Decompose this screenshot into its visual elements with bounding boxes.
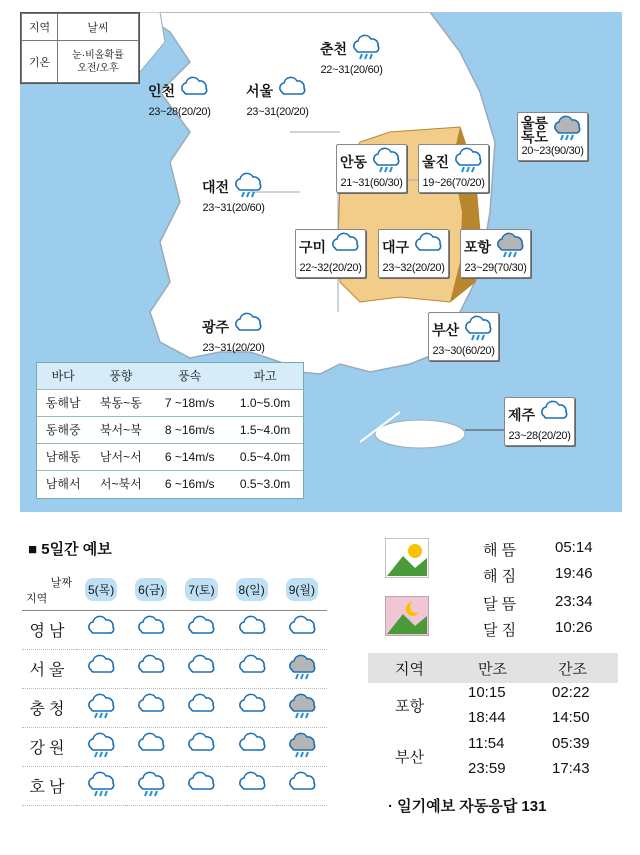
forecast-cell bbox=[76, 766, 126, 805]
city-label bbox=[460, 229, 531, 278]
forecast-cell bbox=[126, 766, 176, 805]
city-name: 안동 bbox=[340, 153, 368, 170]
sea-cell: 서~북서 bbox=[89, 470, 152, 497]
city-prob: (20/20) bbox=[177, 106, 211, 118]
sea-cell: 동해중 bbox=[37, 416, 89, 443]
rain-cloud-icon bbox=[134, 784, 168, 800]
city-prob: (70/30) bbox=[493, 262, 527, 274]
moon-icon bbox=[385, 596, 429, 636]
sea-cell: 남서~서 bbox=[89, 443, 152, 470]
forecast-cell bbox=[227, 727, 277, 766]
sea-row bbox=[37, 470, 303, 497]
sea-row bbox=[37, 416, 303, 443]
sea-cell: 북동~동 bbox=[89, 389, 152, 416]
city-prob: (20/20) bbox=[275, 106, 309, 118]
sunset-label: 해 짐 bbox=[483, 568, 517, 585]
cloud-icon bbox=[328, 232, 362, 261]
sea-table bbox=[36, 362, 304, 499]
forecast-cell bbox=[277, 766, 327, 805]
moonset-time: 10:26 bbox=[555, 619, 593, 636]
rain-cloud-icon bbox=[349, 34, 383, 63]
sea-cell: 1.5~4.0m bbox=[227, 416, 303, 443]
sea-header: 파고 bbox=[227, 363, 303, 389]
city-prob: (60/20) bbox=[461, 345, 495, 357]
sea-cell: 북서~북 bbox=[89, 416, 152, 443]
city-prob: (90/30) bbox=[550, 145, 584, 157]
forecast-cell bbox=[176, 727, 226, 766]
city-name: 울릉 독도 bbox=[521, 114, 549, 145]
tide-header-high: 만조 bbox=[478, 661, 507, 678]
rain-cloud-icon bbox=[84, 706, 118, 722]
map-legend bbox=[20, 12, 140, 84]
tide-header-region: 지역 bbox=[395, 661, 424, 678]
forecast-cell bbox=[176, 610, 226, 649]
sun-icon bbox=[385, 538, 429, 578]
forecast-cell bbox=[126, 649, 176, 688]
tide-time: 11:54 bbox=[468, 735, 505, 752]
forecast-day-header bbox=[277, 570, 327, 610]
city-prob: (20/60) bbox=[349, 64, 383, 76]
tide-time: 05:39 bbox=[552, 735, 590, 752]
city-name: 대구 bbox=[382, 238, 410, 255]
forecast-cell bbox=[126, 688, 176, 727]
cloud-icon bbox=[231, 312, 265, 341]
gray-rain-cloud-icon bbox=[285, 706, 319, 722]
city-temp: 23~31 bbox=[246, 106, 276, 118]
gray-rain-cloud-icon bbox=[285, 667, 319, 683]
moonrise-label: 달 뜸 bbox=[483, 596, 517, 613]
forecast-region: 서울 bbox=[22, 649, 76, 688]
tide-header-low: 간조 bbox=[558, 661, 587, 678]
cloud-icon bbox=[235, 706, 269, 722]
forecast-cell bbox=[126, 727, 176, 766]
moonrise-time: 23:34 bbox=[555, 593, 593, 610]
city-temp: 20~23 bbox=[521, 145, 551, 157]
forecast-cell bbox=[277, 610, 327, 649]
city-name: 광주 bbox=[202, 318, 230, 335]
tide-time: 02:22 bbox=[552, 684, 590, 701]
city-label bbox=[517, 112, 588, 161]
forecast-cell bbox=[76, 649, 126, 688]
cloud-icon bbox=[84, 667, 118, 683]
sea-header: 풍속 bbox=[152, 363, 227, 389]
forecast-cell bbox=[76, 727, 126, 766]
sea-row bbox=[37, 443, 303, 470]
tide-time: 14:50 bbox=[552, 709, 590, 726]
city-temp: 23~32 bbox=[382, 262, 412, 274]
legend-region: 지역 bbox=[22, 14, 58, 41]
forecast-cell bbox=[126, 610, 176, 649]
city-label bbox=[148, 76, 211, 119]
forecast-day-header bbox=[76, 570, 126, 610]
forecast-cell bbox=[227, 649, 277, 688]
forecast-cell bbox=[227, 610, 277, 649]
forecast-corner bbox=[22, 570, 76, 610]
city-prob: (20/20) bbox=[537, 430, 571, 442]
sea-cell: 0.5~4.0m bbox=[227, 443, 303, 470]
forecast-cell bbox=[176, 649, 226, 688]
cloud-icon bbox=[134, 706, 168, 722]
city-temp: 23~28 bbox=[148, 106, 178, 118]
cloud-icon bbox=[235, 745, 269, 761]
cloud-icon bbox=[537, 400, 571, 429]
city-name: 부산 bbox=[432, 321, 460, 338]
forecast-cell bbox=[176, 766, 226, 805]
city-temp: 23~31 bbox=[202, 202, 232, 214]
corner-region: 지역 bbox=[26, 592, 48, 605]
rain-cloud-icon bbox=[451, 147, 485, 176]
city-temp: 22~31 bbox=[320, 64, 350, 76]
cloud-icon bbox=[285, 784, 319, 800]
rain-cloud-icon bbox=[369, 147, 403, 176]
cloud-icon bbox=[285, 628, 319, 644]
tide-time: 17:43 bbox=[552, 760, 590, 777]
cloud-icon bbox=[235, 628, 269, 644]
city-label bbox=[504, 397, 575, 446]
forecast-row bbox=[22, 610, 327, 649]
city-prob: (20/60) bbox=[231, 202, 265, 214]
legend-temp: 기온 bbox=[22, 41, 58, 83]
city-temp: 23~28 bbox=[508, 430, 538, 442]
cloud-icon bbox=[134, 667, 168, 683]
rain-cloud-icon bbox=[84, 745, 118, 761]
forecast-region: 호남 bbox=[22, 766, 76, 805]
forecast-row bbox=[22, 766, 327, 805]
rain-cloud-icon bbox=[231, 172, 265, 201]
sea-cell: 7 ~18m/s bbox=[152, 389, 227, 416]
city-label bbox=[202, 312, 265, 355]
city-prob: (20/20) bbox=[328, 262, 362, 274]
city-label bbox=[295, 229, 366, 278]
legend-weather: 날씨 bbox=[57, 14, 138, 41]
forecast-cell bbox=[76, 688, 126, 727]
city-name: 인천 bbox=[148, 82, 176, 99]
sea-cell: 6 ~14m/s bbox=[152, 443, 227, 470]
tide-region: 부산 bbox=[395, 749, 424, 766]
city-name: 울진 bbox=[422, 153, 450, 170]
tide-time: 10:15 bbox=[468, 684, 506, 701]
forecast-region: 충청 bbox=[22, 688, 76, 727]
forecast-table bbox=[22, 570, 327, 806]
sea-header: 바다 bbox=[37, 363, 89, 389]
city-label bbox=[246, 76, 309, 119]
city-label bbox=[320, 34, 383, 77]
sea-cell: 동해남 bbox=[37, 389, 89, 416]
moonset-label: 달 짐 bbox=[483, 622, 517, 639]
legend-precip: 눈·비올확률 bbox=[72, 49, 124, 61]
city-name: 포항 bbox=[464, 238, 492, 255]
cloud-icon bbox=[177, 76, 211, 105]
forecast-region: 영남 bbox=[22, 610, 76, 649]
rain-cloud-icon bbox=[84, 784, 118, 800]
city-prob: (20/20) bbox=[411, 262, 445, 274]
tide-region: 포항 bbox=[395, 698, 424, 715]
forecast-row bbox=[22, 727, 327, 766]
city-name: 구미 bbox=[299, 238, 327, 255]
sea-header: 풍향 bbox=[89, 363, 152, 389]
cloud-icon bbox=[134, 628, 168, 644]
forecast-cell bbox=[227, 688, 277, 727]
cloud-icon bbox=[235, 784, 269, 800]
tide-time: 18:44 bbox=[468, 709, 506, 726]
forecast-row bbox=[22, 649, 327, 688]
city-prob: (70/20) bbox=[451, 177, 485, 189]
forecast-day-header bbox=[176, 570, 226, 610]
cloud-icon bbox=[411, 232, 445, 261]
city-prob: (20/20) bbox=[231, 342, 265, 354]
cloud-icon bbox=[184, 667, 218, 683]
city-temp: 22~32 bbox=[299, 262, 329, 274]
forecast-cell bbox=[76, 610, 126, 649]
corner-date: 날짜 bbox=[50, 577, 72, 589]
cloud-icon bbox=[235, 667, 269, 683]
cloud-icon bbox=[184, 745, 218, 761]
city-label bbox=[336, 144, 407, 193]
forecast-cell bbox=[227, 766, 277, 805]
sea-cell: 1.0~5.0m bbox=[227, 389, 303, 416]
rain-cloud-icon bbox=[461, 315, 495, 344]
city-name: 춘천 bbox=[320, 40, 348, 57]
forecast-cell bbox=[277, 727, 327, 766]
sea-cell: 8 ~16m/s bbox=[152, 416, 227, 443]
city-name: 대전 bbox=[202, 178, 230, 195]
city-name: 서울 bbox=[246, 82, 274, 99]
forecast-cell bbox=[277, 688, 327, 727]
sea-row bbox=[37, 389, 303, 416]
city-temp: 21~31 bbox=[340, 177, 370, 189]
cloud-icon bbox=[184, 628, 218, 644]
cloud-icon bbox=[84, 628, 118, 644]
city-temp: 23~31 bbox=[202, 342, 232, 354]
legend-ampm: 오전/오후 bbox=[77, 62, 119, 74]
sea-cell: 남해서 bbox=[37, 470, 89, 497]
day-label: 5(목) bbox=[85, 578, 117, 601]
cloud-icon bbox=[184, 784, 218, 800]
day-label: 6(금) bbox=[135, 578, 167, 601]
forecast-row bbox=[22, 688, 327, 727]
sea-cell: 6 ~16m/s bbox=[152, 470, 227, 497]
sunset-time: 19:46 bbox=[555, 565, 593, 582]
sunrise-label: 해 뜸 bbox=[483, 542, 517, 559]
gray-rain-cloud-icon bbox=[550, 115, 584, 144]
city-temp: 19~26 bbox=[422, 177, 452, 189]
city-label bbox=[418, 144, 489, 193]
city-name: 제주 bbox=[508, 406, 536, 423]
cloud-icon bbox=[275, 76, 309, 105]
auto-response-footer: · 일기예보 자동응답 131 bbox=[388, 798, 547, 815]
forecast-day-header bbox=[227, 570, 277, 610]
cloud-icon bbox=[184, 706, 218, 722]
cloud-icon bbox=[134, 745, 168, 761]
city-label bbox=[378, 229, 449, 278]
weather-map bbox=[20, 12, 622, 512]
forecast-day-header bbox=[126, 570, 176, 610]
city-label bbox=[428, 312, 499, 361]
gray-rain-cloud-icon bbox=[493, 232, 527, 261]
city-label bbox=[202, 172, 265, 215]
tide-time: 23:59 bbox=[468, 760, 506, 777]
sea-cell: 0.5~3.0m bbox=[227, 470, 303, 497]
forecast-cell bbox=[176, 688, 226, 727]
forecast-cell bbox=[277, 649, 327, 688]
forecast-title: ■ 5일간 예보 bbox=[28, 541, 112, 558]
gray-rain-cloud-icon bbox=[285, 745, 319, 761]
city-prob: (60/30) bbox=[369, 177, 403, 189]
city-temp: 23~30 bbox=[432, 345, 462, 357]
city-temp: 23~29 bbox=[464, 262, 494, 274]
sunrise-time: 05:14 bbox=[555, 539, 593, 556]
day-label: 7(토) bbox=[185, 578, 217, 601]
sea-cell: 남해동 bbox=[37, 443, 89, 470]
forecast-region: 강원 bbox=[22, 727, 76, 766]
day-label: 9(월) bbox=[286, 578, 318, 601]
day-label: 8(일) bbox=[236, 578, 268, 601]
